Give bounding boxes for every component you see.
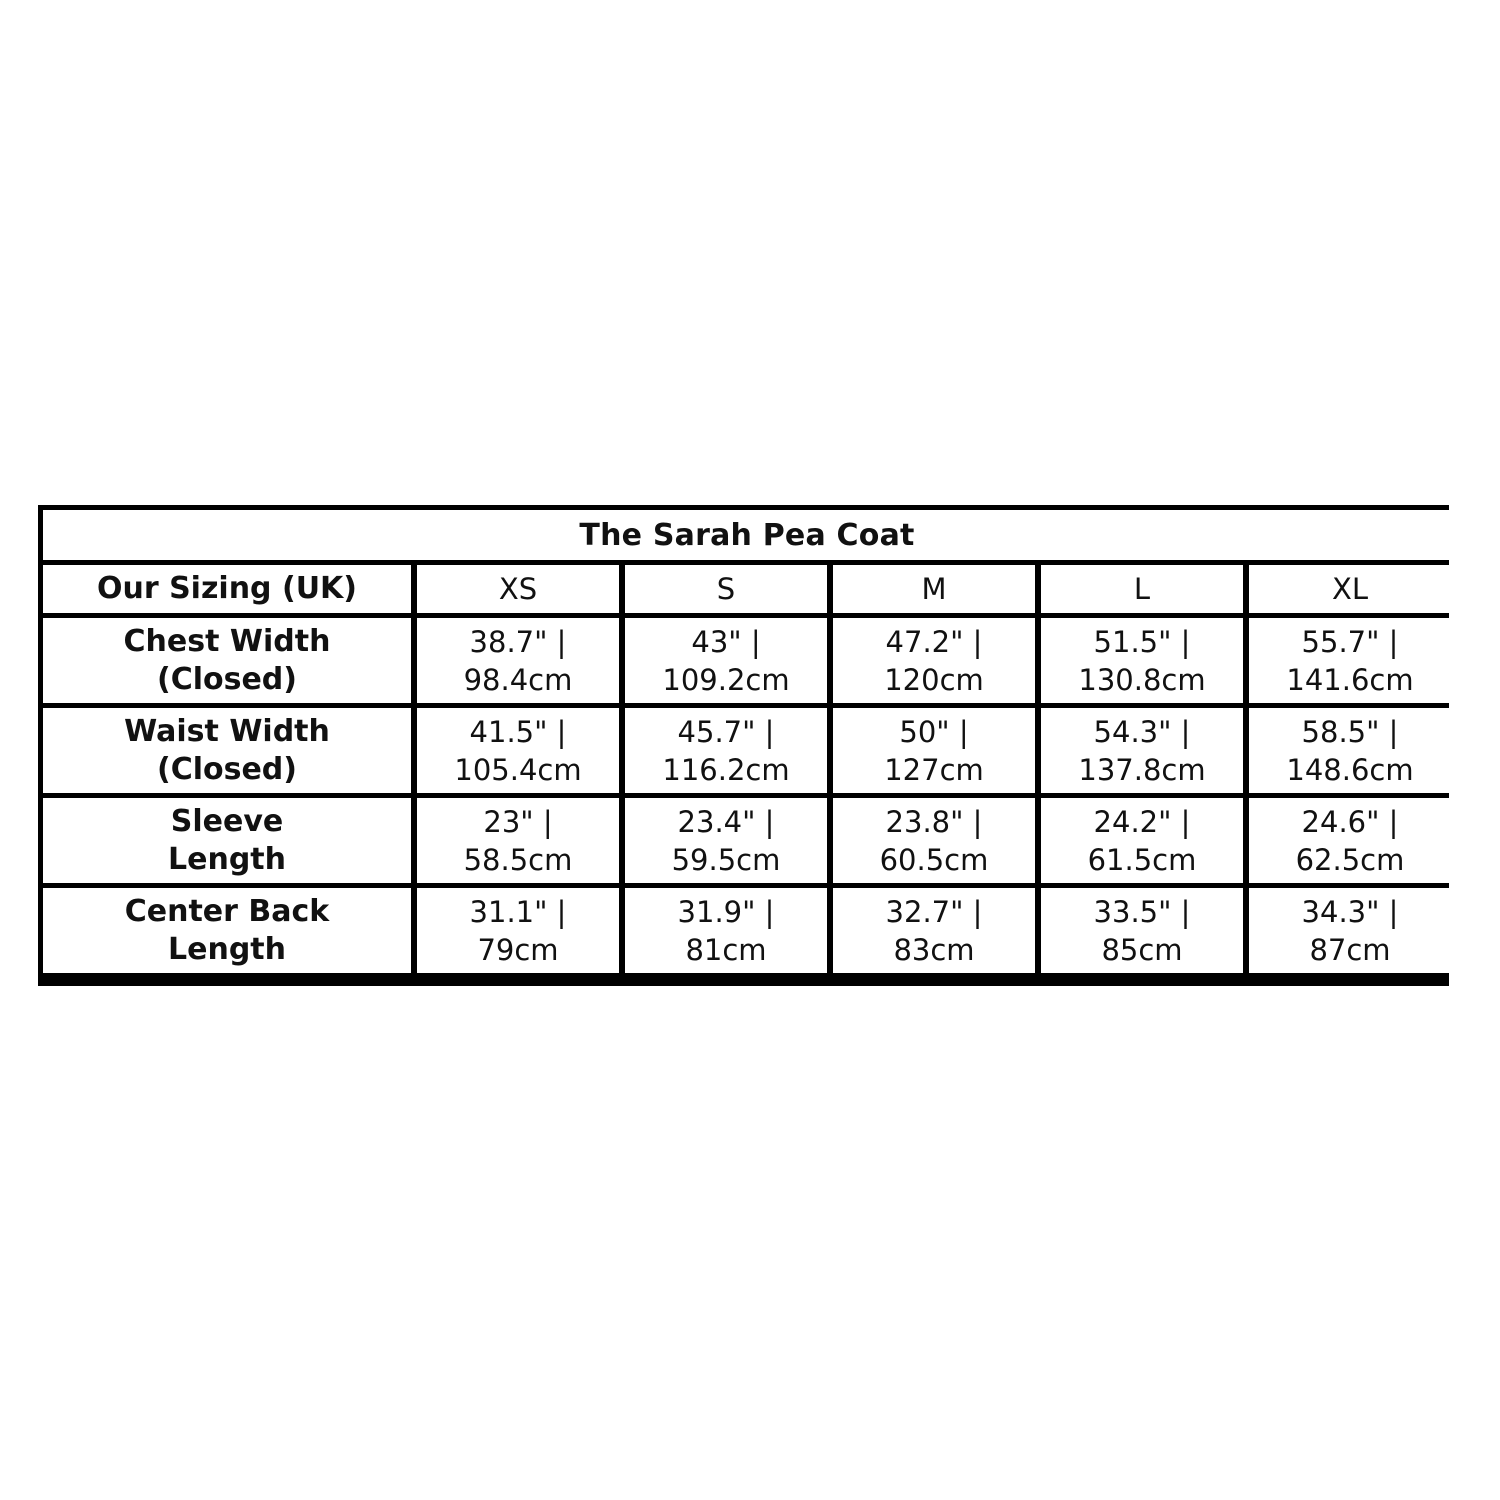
table-cell [625, 618, 827, 703]
row-label-line: Length [168, 931, 286, 967]
table-cell [417, 888, 619, 973]
cell-cm: 116.2cm [662, 752, 790, 787]
table-title: The Sarah Pea Coat [43, 510, 1451, 560]
cell-inches: 55.7" | [1301, 624, 1399, 659]
cell-inches: 33.5" | [1093, 894, 1191, 929]
cell-inches: 31.9" | [677, 894, 775, 929]
cell-inches: 41.5" | [469, 714, 567, 749]
table-cell [417, 798, 619, 883]
cell-inches: 23" | [483, 804, 553, 839]
cell-inches: 38.7" | [469, 624, 567, 659]
table-cell [833, 798, 1035, 883]
cell-cm: 148.6cm [1286, 752, 1414, 787]
table-cell [1249, 798, 1451, 883]
cell-cm: 61.5cm [1087, 842, 1197, 877]
cell-inches: 54.3" | [1093, 714, 1191, 749]
cell-inches: 51.5" | [1093, 624, 1191, 659]
row-label-center-back-length [43, 888, 411, 973]
row-label-line: (Closed) [156, 661, 297, 697]
sizing-header-label: Our Sizing (UK) [43, 565, 411, 613]
table-cell [1041, 798, 1243, 883]
cell-cm: 109.2cm [662, 662, 790, 697]
cell-inches: 47.2" | [885, 624, 983, 659]
cell-inches: 45.7" | [677, 714, 775, 749]
row-label-line: Waist Width [124, 713, 330, 749]
cell-cm: 130.8cm [1078, 662, 1206, 697]
cell-cm: 81cm [685, 932, 767, 967]
table-cell [1041, 888, 1243, 973]
table-cell [833, 618, 1035, 703]
cell-cm: 59.5cm [671, 842, 781, 877]
cell-inches: 32.7" | [885, 894, 983, 929]
row-label-line: Length [168, 841, 286, 877]
size-chart-table [38, 505, 1449, 986]
cell-inches: 50" | [899, 714, 969, 749]
row-label-line: Chest Width [123, 623, 331, 659]
cell-cm: 83cm [893, 932, 975, 967]
table-cell [625, 708, 827, 793]
table-cell [1041, 708, 1243, 793]
cell-inches: 31.1" | [469, 894, 567, 929]
size-header-xl: XL [1249, 565, 1451, 613]
table-cell [1249, 618, 1451, 703]
size-header-xs: XS [417, 565, 619, 613]
row-label-line: Center Back [124, 893, 330, 929]
cell-cm: 58.5cm [463, 842, 573, 877]
cell-cm: 85cm [1101, 932, 1183, 967]
table-cell [417, 618, 619, 703]
cell-cm: 105.4cm [454, 752, 582, 787]
table-cell [1249, 708, 1451, 793]
size-header-m: M [833, 565, 1035, 613]
row-label-chest-width [43, 618, 411, 703]
cell-cm: 87cm [1309, 932, 1391, 967]
table-cell [1041, 618, 1243, 703]
row-label-line: (Closed) [156, 751, 297, 787]
cell-inches: 24.6" | [1301, 804, 1399, 839]
cell-cm: 62.5cm [1295, 842, 1405, 877]
size-header-s: S [625, 565, 827, 613]
cell-inches: 58.5" | [1301, 714, 1399, 749]
cell-cm: 141.6cm [1286, 662, 1414, 697]
row-label-sleeve-length [43, 798, 411, 883]
cell-inches: 34.3" | [1301, 894, 1399, 929]
cell-inches: 24.2" | [1093, 804, 1191, 839]
cell-inches: 43" | [691, 624, 761, 659]
cell-cm: 79cm [477, 932, 559, 967]
table-cell [625, 798, 827, 883]
cell-inches: 23.4" | [677, 804, 775, 839]
cell-cm: 60.5cm [879, 842, 989, 877]
table-cell [833, 708, 1035, 793]
cell-cm: 137.8cm [1078, 752, 1206, 787]
table-cell [1249, 888, 1451, 973]
size-header-l: L [1041, 565, 1243, 613]
row-label-line: Sleeve [170, 803, 284, 839]
cell-inches: 23.8" | [885, 804, 983, 839]
cell-cm: 98.4cm [463, 662, 573, 697]
table-cell [833, 888, 1035, 973]
table-cell [625, 888, 827, 973]
cell-cm: 127cm [884, 752, 984, 787]
cell-cm: 120cm [884, 662, 984, 697]
table-cell [417, 708, 619, 793]
row-label-waist-width [43, 708, 411, 793]
